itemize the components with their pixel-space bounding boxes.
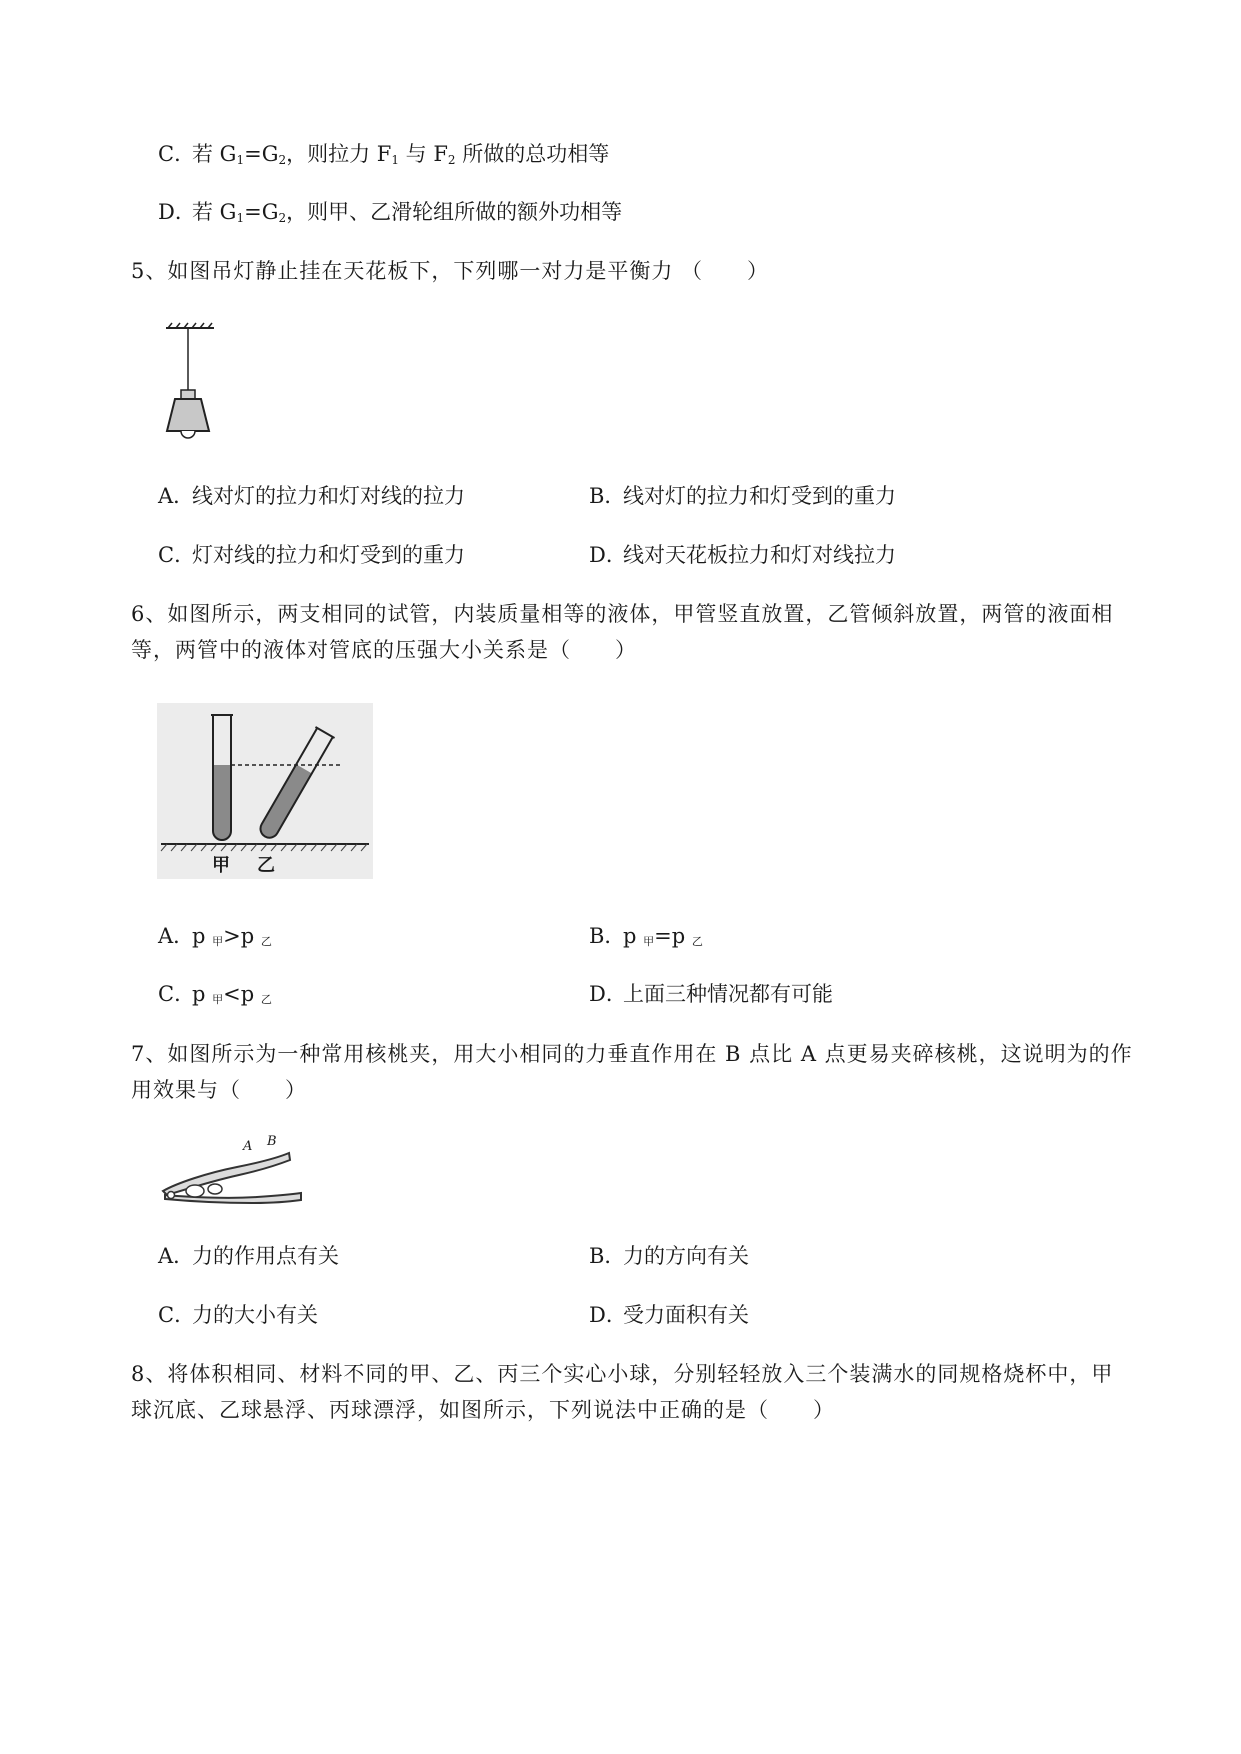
q8-stem-line2: 球沉底、乙球悬浮、丙球漂浮，如图所示，下列说法中正确的是（ ） [131, 1398, 835, 1422]
q7-option-c: C．力的大小有关 [158, 1303, 318, 1327]
q4-option-d: D．若 $G_1=G_2$，则甲、乙滑轮组所做的额外功相等 [158, 200, 623, 225]
q7-option-a: A．力的作用点有关 [158, 1244, 339, 1268]
q5-option-d: D．线对天花板拉力和灯对线拉力 [589, 543, 896, 567]
nutcracker-drawing [157, 1133, 307, 1205]
q5-stem: 5、如图吊灯静止挂在天花板下，下列哪一对力是平衡力 （ ） [131, 259, 770, 283]
q6-stem-line2: 等，两管中的液体对管底的压强大小关系是（ ） [131, 638, 637, 662]
nutcracker-point-a: A [243, 1139, 253, 1154]
hanging-lamp-figure [160, 322, 220, 444]
test-tubes-figure [157, 703, 373, 879]
q8-stem-line1: 8、将体积相同、材料不同的甲、乙、丙三个实心小球，分别轻轻放入三个装满水的同规格烧杯中，甲 [131, 1362, 1114, 1386]
q7-option-b: B．力的方向有关 [589, 1244, 749, 1268]
q6-option-a: A．p 甲>p 乙 [158, 924, 272, 948]
q7-stem-line1: 7、如图所示为一种常用核桃夹，用大小相同的力垂直作用在 B 点比 A 点更易夹碎核桃，这说明为的作 [131, 1042, 1133, 1066]
q6-option-b: B．p 甲=p 乙 [589, 924, 703, 948]
q6-stem-line1: 6、如图所示，两支相同的试管，内装质量相等的液体，甲管竖直放置，乙管倾斜放置，两管的液面相 [131, 602, 1114, 626]
nutcracker-point-b: B [267, 1134, 277, 1149]
q4-option-c: C．若 $G_1=G_2$，则拉力 $F_1$ 与 $F_2$ 所做的总功相等 [158, 142, 610, 167]
q7-stem-line2: 用效果与（ ） [131, 1078, 307, 1102]
q5-option-a: A．线对灯的拉力和灯对线的拉力 [158, 484, 465, 508]
tube-label-yi: 乙 [257, 855, 275, 876]
q5-option-c: C．灯对线的拉力和灯受到的重力 [158, 543, 465, 567]
q6-option-d: D．上面三种情况都有可能 [589, 982, 833, 1006]
tube-label-jia: 甲 [212, 855, 230, 876]
q7-option-d: D．受力面积有关 [589, 1303, 749, 1327]
q5-option-b: B．线对灯的拉力和灯受到的重力 [589, 484, 896, 508]
nutcracker-figure [157, 1133, 307, 1205]
q6-option-c: C．p 甲<p 乙 [158, 982, 272, 1006]
